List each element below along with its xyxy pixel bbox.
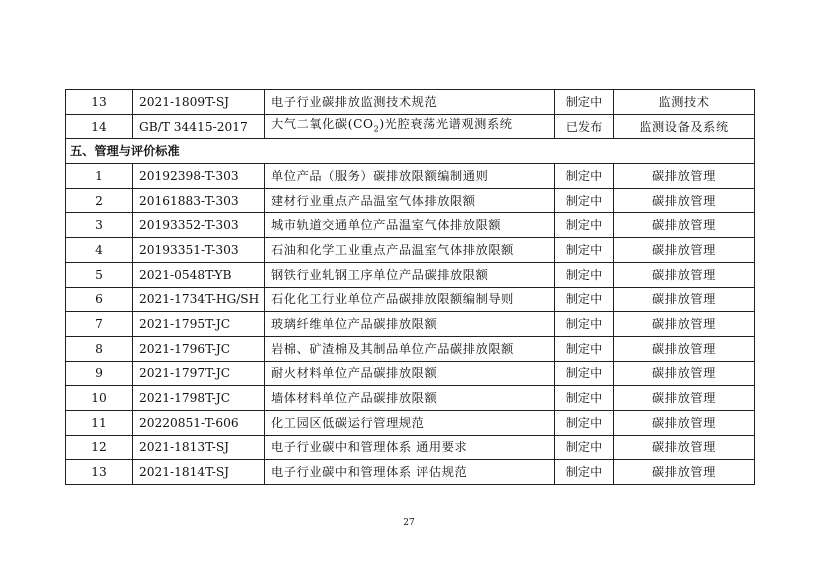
cell-no: 2	[66, 188, 133, 213]
cell-category: 碳排放管理	[614, 213, 755, 238]
cell-name: 石油和化学工业重点产品温室气体排放限额	[265, 238, 555, 263]
table-row	[66, 312, 755, 337]
name-prefix: 大气二氧化碳(CO	[271, 116, 374, 131]
cell-code: 20193351-T-303	[133, 238, 265, 263]
cell-no: 7	[66, 312, 133, 337]
cell-code: 20161883-T-303	[133, 188, 265, 213]
cell-status: 制定中	[555, 262, 614, 287]
cell-name: 化工园区低碳运行管理规范	[265, 410, 555, 435]
cell-status: 制定中	[555, 213, 614, 238]
standards-table	[65, 89, 755, 485]
table-row	[66, 238, 755, 263]
cell-name: 电子行业碳中和管理体系 评估规范	[265, 460, 555, 485]
cell-no: 13	[66, 460, 133, 485]
cell-category: 碳排放管理	[614, 410, 755, 435]
cell-status: 制定中	[555, 188, 614, 213]
cell-no: 13	[66, 90, 133, 115]
cell-category: 碳排放管理	[614, 386, 755, 411]
cell-category: 碳排放管理	[614, 361, 755, 386]
cell-name: 电子行业碳中和管理体系 通用要求	[265, 435, 555, 460]
cell-no: 14	[66, 114, 133, 139]
cell-status: 制定中	[555, 164, 614, 189]
cell-category: 碳排放管理	[614, 460, 755, 485]
cell-name: 城市轨道交通单位产品温室气体排放限额	[265, 213, 555, 238]
cell-status: 制定中	[555, 287, 614, 312]
table-row	[66, 361, 755, 386]
cell-no: 8	[66, 336, 133, 361]
cell-code: 20193352-T-303	[133, 213, 265, 238]
table-row	[66, 262, 755, 287]
cell-status: 已发布	[555, 114, 614, 139]
cell-no: 5	[66, 262, 133, 287]
cell-category: 碳排放管理	[614, 336, 755, 361]
cell-status: 制定中	[555, 90, 614, 115]
cell-code: 2021-1809T-SJ	[133, 90, 265, 115]
page-number: 27	[403, 518, 415, 528]
cell-name: 单位产品（服务）碳排放限额编制通则	[265, 164, 555, 189]
cell-status: 制定中	[555, 435, 614, 460]
table-row	[66, 460, 755, 485]
cell-status: 制定中	[555, 238, 614, 263]
table-row	[66, 114, 755, 139]
cell-name: 钢铁行业轧钢工序单位产品碳排放限额	[265, 262, 555, 287]
cell-status: 制定中	[555, 460, 614, 485]
cell-name: 耐火材料单位产品碳排放限额	[265, 361, 555, 386]
cell-status: 制定中	[555, 336, 614, 361]
table-row	[66, 410, 755, 435]
cell-code: 2021-1796T-JC	[133, 336, 265, 361]
cell-name: 石化化工行业单位产品碳排放限额编制导则	[265, 287, 555, 312]
cell-name: 岩棉、矿渣棉及其制品单位产品碳排放限额	[265, 336, 555, 361]
name-suffix: )光腔衰荡光谱观测系统	[379, 116, 513, 131]
cell-category: 碳排放管理	[614, 287, 755, 312]
cell-code: 20220851-T-606	[133, 410, 265, 435]
cell-no: 6	[66, 287, 133, 312]
cell-status: 制定中	[555, 361, 614, 386]
cell-no: 3	[66, 213, 133, 238]
cell-category: 碳排放管理	[614, 435, 755, 460]
cell-code: 20192398-T-303	[133, 164, 265, 189]
cell-name: 玻璃纤维单位产品碳排放限额	[265, 312, 555, 337]
cell-code: GB/T 34415-2017	[133, 114, 265, 139]
table-row	[66, 336, 755, 361]
cell-status: 制定中	[555, 312, 614, 337]
cell-code: 2021-1795T-JC	[133, 312, 265, 337]
cell-category: 监测设备及系统	[614, 114, 755, 139]
table-row	[66, 213, 755, 238]
cell-name: 电子行业碳排放监测技术规范	[265, 90, 555, 115]
table-row	[66, 435, 755, 460]
cell-no: 9	[66, 361, 133, 386]
cell-code: 2021-1797T-JC	[133, 361, 265, 386]
table-row	[66, 287, 755, 312]
cell-status: 制定中	[555, 386, 614, 411]
table-row	[66, 188, 755, 213]
cell-name	[265, 114, 555, 139]
cell-code: 2021-1813T-SJ	[133, 435, 265, 460]
cell-category: 碳排放管理	[614, 312, 755, 337]
cell-no: 12	[66, 435, 133, 460]
cell-no: 10	[66, 386, 133, 411]
table-row	[66, 90, 755, 115]
cell-category: 监测技术	[614, 90, 755, 115]
cell-no: 11	[66, 410, 133, 435]
cell-no: 4	[66, 238, 133, 263]
cell-no: 1	[66, 164, 133, 189]
cell-code: 2021-1734T-HG/SH	[133, 287, 265, 312]
cell-category: 碳排放管理	[614, 238, 755, 263]
section-header-row	[66, 139, 755, 164]
cell-status: 制定中	[555, 410, 614, 435]
cell-category: 碳排放管理	[614, 164, 755, 189]
cell-code: 2021-1798T-JC	[133, 386, 265, 411]
cell-name: 建材行业重点产品温室气体排放限额	[265, 188, 555, 213]
cell-code: 2021-1814T-SJ	[133, 460, 265, 485]
table-row	[66, 164, 755, 189]
cell-code: 2021-0548T-YB	[133, 262, 265, 287]
cell-name: 墙体材料单位产品碳排放限额	[265, 386, 555, 411]
table-body	[66, 90, 755, 485]
cell-category: 碳排放管理	[614, 188, 755, 213]
table-row	[66, 386, 755, 411]
name-subscript: 2	[373, 124, 380, 134]
section-title: 五、管理与评价标准	[66, 139, 755, 164]
cell-category: 碳排放管理	[614, 262, 755, 287]
